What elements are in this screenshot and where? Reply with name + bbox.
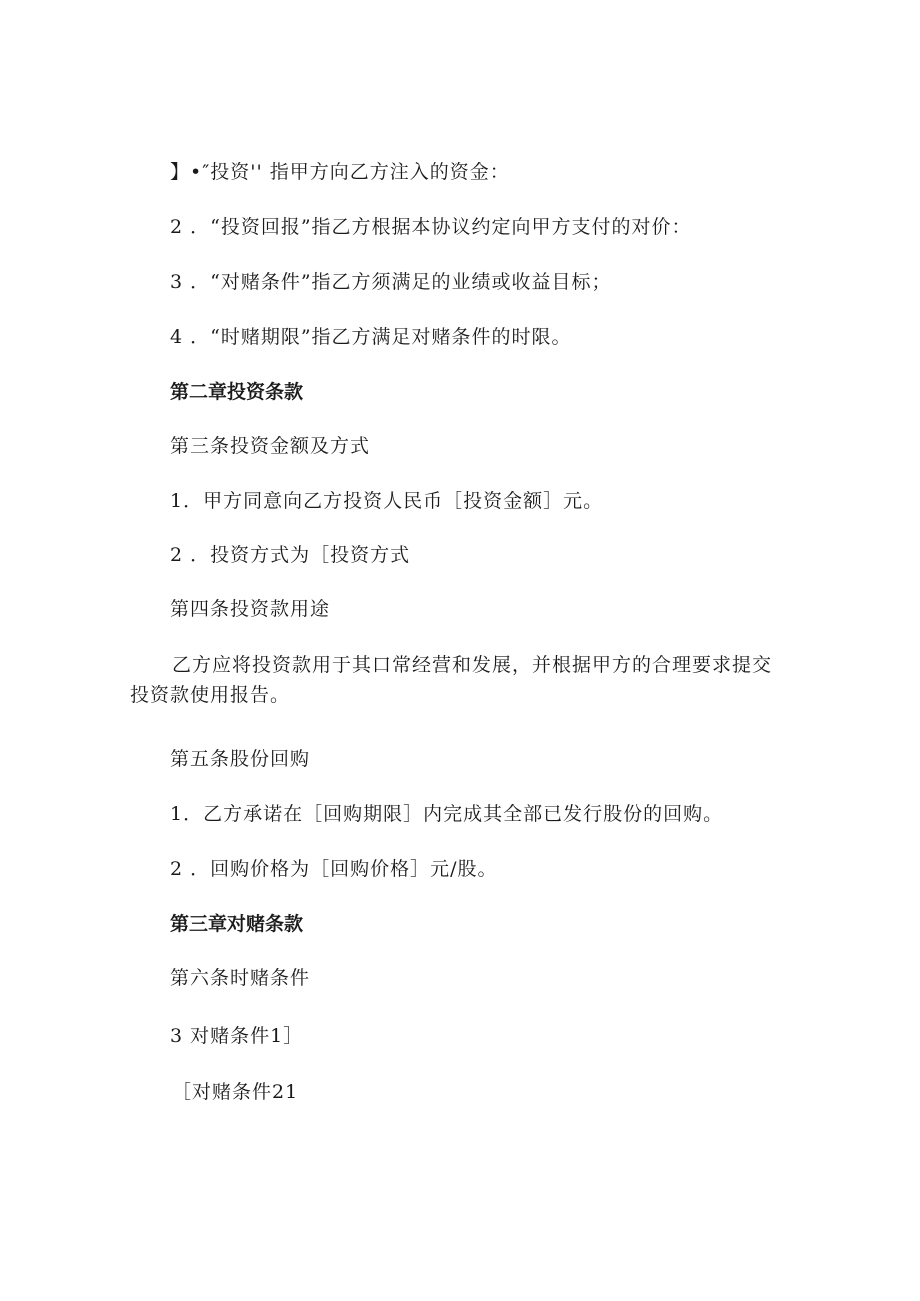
article-5-title: 第五条股份回购 [170,748,311,770]
definition-item-1: 】•″投资'' 指甲方向乙方注入的资金： [170,161,510,183]
article-5-item-1: 1．乙方承诺在［回购期限］内完成其全部已发行股份的回购。 [170,803,724,825]
definition-item-2: 2 ．“投资回报”指乙方根据本协议约定向甲方支付的对价： [170,216,692,238]
definition-item-3: 3 ．“对赌条件”指乙方须满足的业绩或收益目标； [170,271,612,293]
article-4-title: 第四条投资款用途 [170,598,331,620]
article-3-item-1: 1．甲方同意向乙方投资人民币［投资金额］元。 [170,490,604,512]
definition-item-4: 4 ．“时赌期限”指乙方满足对赌条件的时限。 [170,326,572,348]
article-6-item-1: 3 对赌条件1］ [170,1025,304,1047]
article-5-item-2: 2 ．回购价格为［回购价格］元/股。 [170,858,498,880]
article-3-title: 第三条投资金额及方式 [170,435,371,457]
article-6-item-2: ［对赌条件21 [172,1081,299,1103]
chapter-2-heading: 第二章投资条款 [170,381,304,403]
article-6-title: 第六条时赌条件 [170,967,311,989]
chapter-3-heading: 第三章对赌条款 [170,913,304,935]
article-4-body: 乙方应将投资款用于其口常经营和发展，并根据甲方的合理要求提交投资款使用报告。 [130,654,773,706]
article-3-item-2: 2 ．投资方式为［投资方式 [170,544,411,566]
